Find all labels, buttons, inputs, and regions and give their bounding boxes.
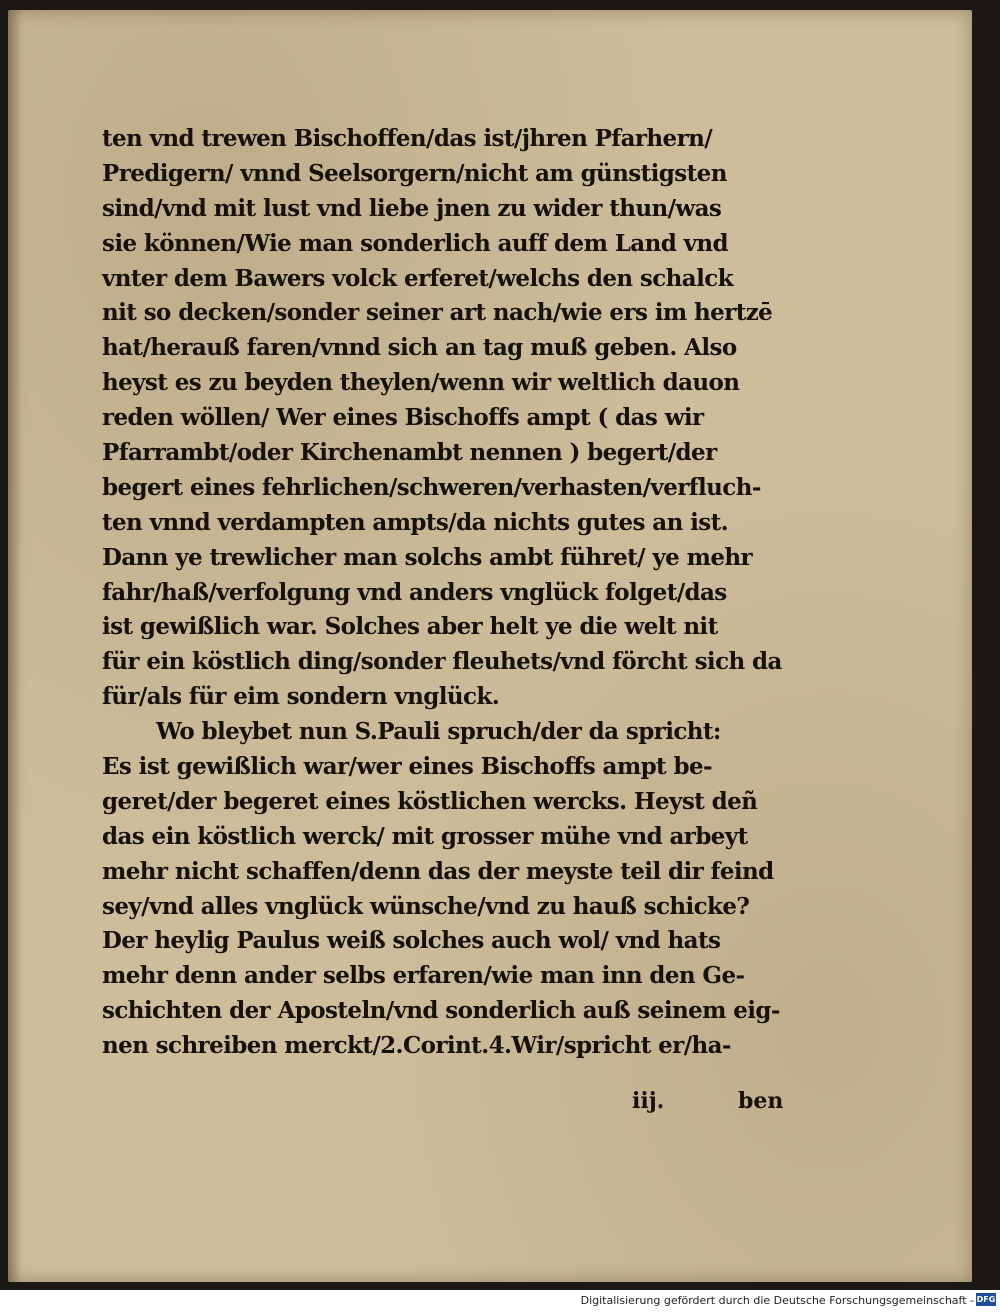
text-line: Es ist gewißlich war/wer eines Bischoffs ampt be- (102, 753, 712, 781)
text-line: begert eines fehrlichen/schweren/verhasten/verfluch- (102, 473, 761, 501)
text-line: nit so decken/sonder seiner art nach/wie ers im hertzē (102, 299, 773, 327)
page-foot (102, 1088, 832, 1122)
text-line: geret/der begeret eines köstlichen wercks. Heyst deñ (102, 787, 758, 815)
text-line: heyst es zu beyden theylen/wenn wir weltlich dauon (102, 369, 740, 397)
text-line: hat/herauß faren/vnnd sich an tag muß geben. Also (102, 334, 737, 362)
text-block (102, 122, 832, 1064)
paragraph-start-line: Wo bleybet nun S.Pauli spruch/der da spricht: (156, 718, 721, 746)
catchword: ben (738, 1088, 784, 1114)
text-line: sie können/Wie man sonderlich auff dem Land vnd (102, 229, 728, 257)
text-line: für ein köstlich ding/sonder fleuhets/vnd förcht sich da (102, 648, 782, 676)
text-line: fahr/haß/verfolgung vnd anders vnglück folget/das (102, 578, 727, 606)
text-line: sind/vnd mit lust vnd liebe jnen zu wider thun/was (102, 194, 722, 222)
text-line: reden wöllen/ Wer eines Bischoffs ampt ( das wir (102, 404, 704, 432)
text-line: nen schreiben merckt/2.Corint.4.Wir/spricht er/ha- (102, 1032, 731, 1060)
dfg-logo: DFG (976, 1295, 996, 1304)
text-line: für/als für eim sondern vnglück. (102, 683, 500, 711)
text-line: ten vnd trewen Bischoffen/das ist/jhren Pfarhern/ (102, 125, 713, 152)
text-line: mehr denn ander selbs erfaren/wie man inn den Ge- (102, 962, 745, 990)
text-line: ist gewißlich war. Solches aber helt ye die welt nit (102, 613, 718, 641)
text-line: Pfarrambt/oder Kirchenambt nennen ) begert/der (102, 439, 717, 467)
text-line: Dann ye trewlicher man solchs ambt führet/ ye mehr (102, 543, 753, 571)
digitization-credit: Digitalisierung gefördert durch die Deutsche Forschungsgemeinschaft - (580, 1294, 974, 1307)
text-line: mehr nicht schaffen/denn das der meyste teil dir feind (102, 857, 774, 885)
text-line: das ein köstlich werck/ mit grosser mühe vnd arbeyt (102, 822, 748, 850)
text-line: ten vnnd verdampten ampts/da nichts gutes an ist. (102, 508, 729, 536)
text-line: Predigern/ vnnd Seelsorgern/nicht am günstigsten (102, 159, 727, 187)
text-line: vnter dem Bawers volck erferet/welchs den schalck (102, 264, 733, 292)
signature-mark: iij. (632, 1088, 665, 1114)
book-page (8, 10, 972, 1282)
text-line: Der heylig Paulus weiß solches auch wol/ vnd hats (102, 927, 721, 955)
text-line: sey/vnd alles vnglück wünsche/vnd zu hauß schicke? (102, 892, 750, 920)
text-line: schichten der Aposteln/vnd sonderlich auß seinem eig- (102, 997, 780, 1025)
